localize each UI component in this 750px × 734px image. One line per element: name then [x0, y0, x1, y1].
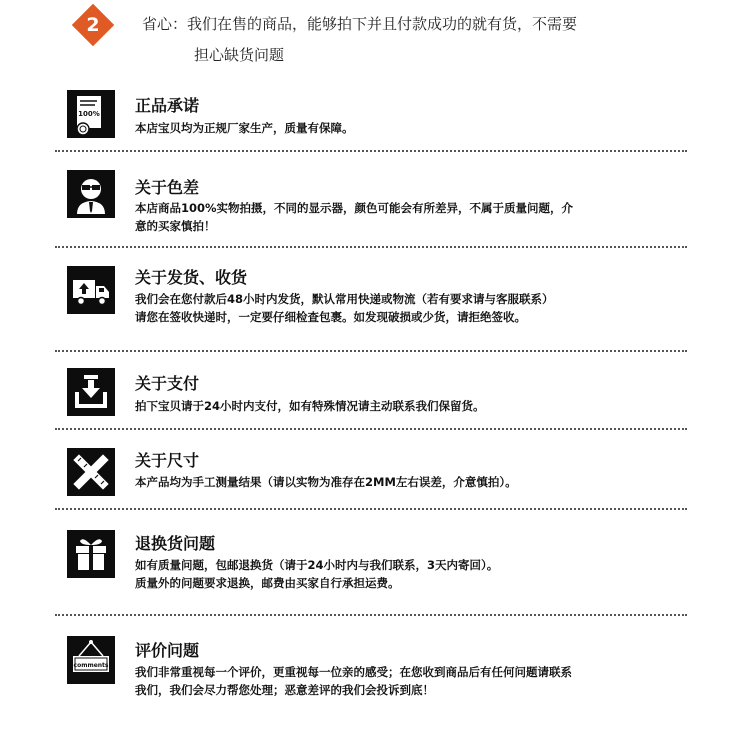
- ruler-cross-icon: [67, 448, 115, 496]
- divider: [55, 350, 687, 352]
- section-body: [135, 473, 680, 491]
- body-line: 意的买家慎拍！: [135, 219, 216, 233]
- body-line: 质量外的问题要求退换，邮费由买家自行承担运费。: [135, 576, 400, 590]
- section-title: 评价问题: [135, 641, 200, 660]
- certificate-label: 100%: [78, 110, 100, 118]
- body-line: 我们非常重视每一个评价，更重视每一位亲的感受；在您收到商品后有任何问题请联系: [135, 665, 572, 679]
- delivery-truck-icon: [67, 266, 115, 314]
- body-line: 我们会在您付款后48小时内发货，默认常用快递或物流（若有要求请与客服联系）: [135, 292, 554, 306]
- divider: [55, 246, 687, 248]
- body-line: 我们，我们会尽力帮您处理；恶意差评的我们会投诉到底！: [135, 683, 434, 697]
- comments-label: comments: [73, 662, 109, 669]
- section-title: 关于尺寸: [135, 451, 200, 470]
- section-body: [135, 397, 680, 415]
- divider: [55, 508, 687, 510]
- body-line: 拍下宝贝请于24小时内支付，如有特殊情况请主动联系我们保留货。: [135, 399, 485, 413]
- payment-tray-icon: [67, 368, 115, 416]
- section-body: [135, 663, 680, 699]
- section-title: 正品承诺: [135, 96, 200, 115]
- header-line-1: 省心：我们在售的商品，能够拍下并且付款成功的就有货，不需要: [142, 15, 578, 33]
- comments-sign-icon: [67, 636, 115, 684]
- body-line: 本店商品100%实物拍摄，不同的显示器，颜色可能会有所差异，不属于质量问题，介: [135, 201, 574, 215]
- section-body: [135, 556, 680, 592]
- certificate-100-percent-icon: [67, 90, 115, 138]
- section-title: 关于色差: [135, 178, 200, 197]
- section-body: [135, 290, 680, 326]
- section-title: 关于发货、收货: [135, 268, 248, 287]
- header-text: [142, 9, 702, 71]
- divider: [55, 614, 687, 616]
- body-line: 本产品均为手工测量结果（请以实物为准存在2MM左右误差，介意慎拍）。: [135, 475, 517, 489]
- body-line: 请您在签收快递时，一定要仔细检查包裹。如发现破损或少货，请拒绝签收。: [135, 310, 526, 324]
- divider: [55, 150, 687, 152]
- section-title: 退换货问题: [135, 534, 216, 553]
- gift-box-icon: [67, 530, 115, 578]
- header-line-2: 担心缺货问题: [194, 46, 285, 64]
- header: [70, 5, 730, 65]
- body-line: 本店宝贝均为正规厂家生产，质量有保障。: [135, 121, 354, 135]
- divider: [55, 428, 687, 430]
- step-number: 2: [86, 14, 100, 36]
- body-line: 如有质量问题，包邮退换货（请于24小时内与我们联系，3天内寄回）。: [135, 558, 499, 572]
- section-title: 关于支付: [135, 374, 200, 393]
- section-body: [135, 199, 680, 235]
- person-with-glasses-icon: [67, 170, 115, 218]
- section-body: [135, 119, 680, 137]
